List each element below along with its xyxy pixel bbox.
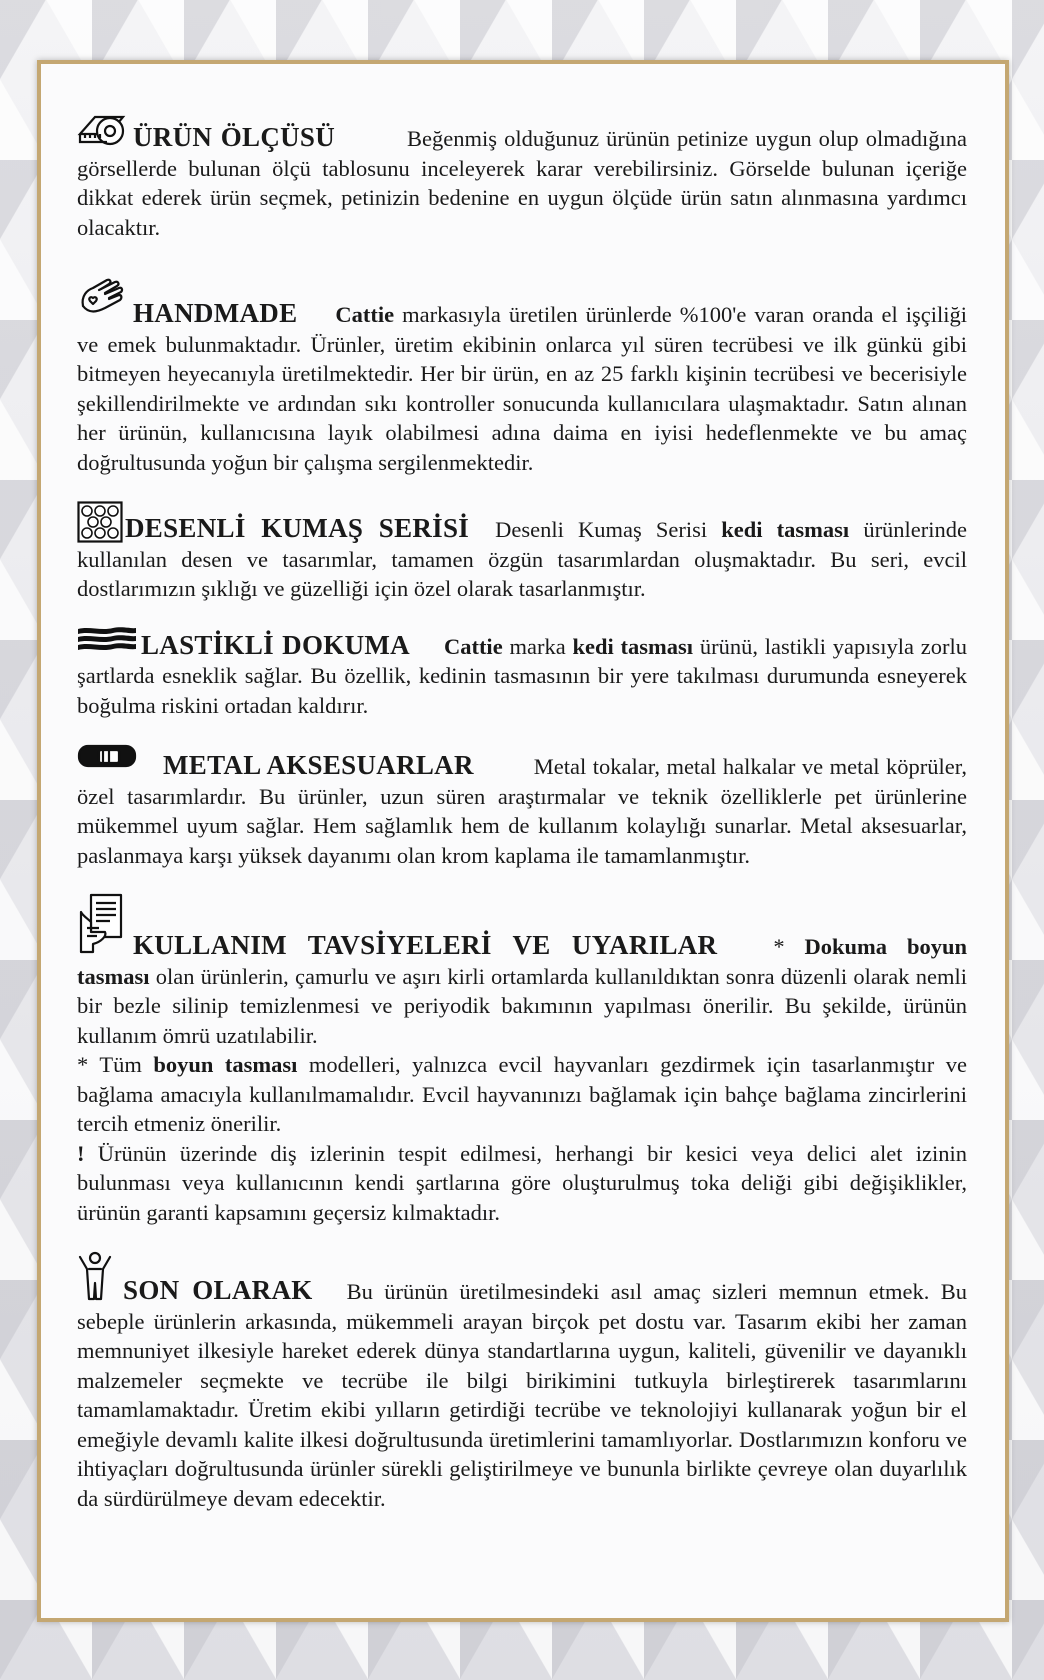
warning-paragraph	[77, 1139, 967, 1228]
section-paragraph	[77, 112, 967, 242]
keyword-bold: Dokuma boyun tasması	[77, 934, 968, 989]
keyword-bold: boyun tasması	[153, 1052, 298, 1077]
section-paragraph	[77, 501, 967, 604]
keyword-bold: kedi tasması	[721, 517, 850, 542]
info-content	[77, 106, 967, 1513]
section-text-a: Desenli Kumaş Serisi	[495, 517, 708, 542]
section-handmade	[77, 276, 967, 477]
section-text: markasıyla üretilen ürünlerde %100'e varan oranda el işçiliği ve emek bulunmaktadır. Ürünler, üretim ekibinin onlarca yıl süren tecrübesi ve ilk günkü gibi bitmeyen heyecanıyla üretilmektedir. Her bir ürün, en az 25 farklı kişinin tecrübesi ve becerisiyle şekillendirilmekte ve ardından sıkı kontroller sonucunda kullanıcılara ulaşmaktadır. Satın alınan her ürünün, kullanıcısına layık olabilmesi adına daima en iyisi hedeflenmekte ve bu amaç doğrultusunda yoğun bir çalışma sergilenmektedir.	[77, 302, 968, 475]
keyword-bold: kedi tasması	[572, 633, 694, 659]
section-text-b: ürünlerinde kullanılan desen ve tasarımlar, tamamen özgün tasarımlardan oluşmaktadır. Bu seri, evcil dostlarımızın şıklığı ve güzelliği için özel olarak tasarlanmıştır.	[77, 517, 968, 601]
warning-paragraph	[77, 1050, 967, 1139]
section-heading: KULLANIM TAVSİYELERİ VE UYARILAR	[133, 930, 718, 960]
document-hand-icon	[77, 892, 125, 956]
section-finally	[77, 1251, 967, 1513]
section-text: Metal tokalar, metal halkalar ve metal köprüler, özel tasarımlardır. Bu ürünler, uzun süren araştırmalar ve teknik özelliklerle pet ürünlerine mükemmel uyum sağlar. Hem sağlamlık hem de kullanım kolaylığı sunarlar. Metal aksesuarlar, paslanmaya karşı yüksek dayanımı olan krom kaplama ile tamamlanmıştır.	[77, 754, 967, 868]
warning-text-b: modelleri, yalnızca evcil hayvanları gezdirmek için tasarlanmıştır ve bağlama amacıyla kullanılmamalıdır. Evcil hayvanınızı bağlamak için bahçe bağlama zincirlerini tercih etmeniz önerilir.	[77, 1052, 968, 1136]
happy-person-icon	[77, 1251, 113, 1301]
measuring-tape-icon	[77, 112, 129, 152]
brand-name: Cattie	[443, 633, 503, 659]
section-usage-warnings	[77, 892, 967, 1227]
section-patterned-fabric	[77, 501, 967, 604]
warning-text: Ürünün üzerinde diş izlerinin tespit edilmesi, herhangi bir kesici veya delici alet izinin bulunması veya kullanıcının kendi şartlarına göre oluşturulmuş toka deliği gibi değişiklikler, ürünün garanti kapsamını geçersiz kılmaktadır.	[77, 1140, 968, 1225]
hand-heart-icon	[77, 276, 129, 324]
info-card	[37, 60, 1009, 1622]
section-heading: LASTİKLİ DOKUMA	[141, 629, 410, 660]
section-paragraph	[77, 742, 967, 870]
section-metal-accessories	[77, 742, 967, 870]
section-text: olan ürünlerin, çamurlu ve aşırı kirli ortamlarda kullanıldıktan sonra düzenli olarak nemli bir bezle silinip temizlenmesi ve periyodik bakımının yapılması önerilir. Bu şekilde, ürünün kullanım ömrü uzatılabilir.	[77, 963, 967, 1048]
section-elastic-weave	[77, 626, 967, 721]
section-heading: HANDMADE	[133, 298, 298, 328]
section-paragraph	[77, 1251, 967, 1513]
exclamation-mark: !	[77, 1140, 85, 1166]
section-heading: SON OLARAK	[123, 1275, 313, 1305]
section-paragraph	[77, 626, 967, 721]
section-paragraph	[77, 892, 967, 1050]
section-heading: ÜRÜN ÖLÇÜSÜ	[133, 122, 336, 152]
section-heading: DESENLİ KUMAŞ SERİSİ	[125, 513, 470, 543]
metal-buckle-icon	[77, 742, 137, 772]
section-paragraph	[77, 276, 967, 477]
fabric-pattern-icon	[77, 501, 123, 543]
warning-text-a: * Tüm	[77, 1052, 142, 1077]
warning-star: *	[773, 934, 785, 959]
section-heading: METAL AKSESUARLAR	[163, 750, 474, 780]
section-text: Beğenmiş olduğunuz ürünün petinize uygun olup olmadığına görsellerde bulunan ölçü tablosunu inceleyerek karar verebilirsiniz. Görselde bulunan içeriğe dikkat ederek ürün seçmek, petinizin bedenine en uygun ölçüde ürün satın alınmasına yardımcı olacaktır.	[77, 126, 967, 240]
section-product-size	[77, 112, 967, 242]
brand-name: Cattie	[335, 302, 395, 327]
elastic-weave-icon	[77, 626, 137, 652]
section-text: Bu ürünün üretilmesindeki asıl amaç sizleri memnun etmek. Bu sebeple ürünlerin arkasında, mükemmeli arayan birçok pet dostu var. Tasarım ekibi her zaman memnuniyet ilkesiyle hareket ederek dünya standartlarına uygun, kaliteli, güvenilir ve dayanıklı malzemeler seçmekte ve tecrübe ile bilgi birikimini tutkuyla birleştirerek tasarımlarını tamamlamaktadır. Üretim ekibi yılların getirdiği tecrübe ve teknolojiyi kullanarak yoğun bir el emeğiyle devamlı kalite ilkesi doğrultusunda üretimlerini tamamlıyorlar. Dostlarımızın konforu ve ihtiyaçları doğrultusunda ürünler sürekli geliştirilmeye ve bununla birlikte çevreye olan duyarlılık da sürdürülmeye devam edecektir.	[77, 1279, 968, 1511]
section-text-a: marka	[509, 633, 566, 659]
section-text-b: ürünü, lastikli yapısıyla zorlu şartlarda esneklik sağlar. Bu özellik, kedinin tasmasının bir yere takılması durumunda esneyerek boğulma riskini ortadan kaldırır.	[77, 633, 968, 718]
